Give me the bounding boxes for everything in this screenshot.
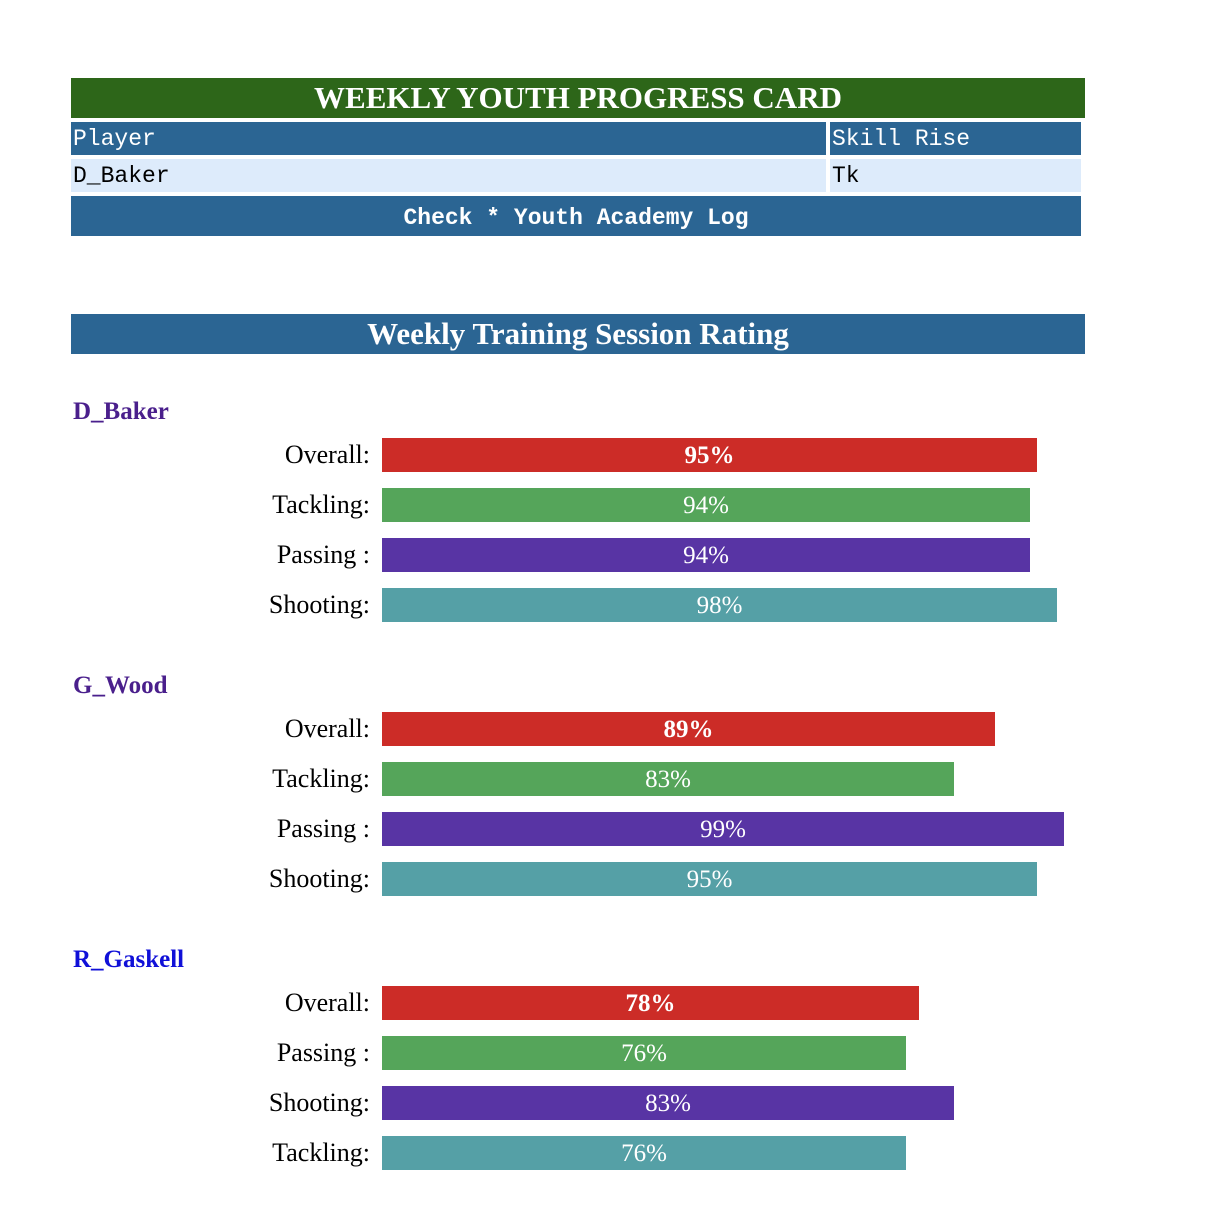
- card-header-row: [71, 122, 1081, 155]
- metric-label: Overall:: [284, 440, 370, 469]
- card-value-row: [71, 159, 1081, 192]
- metric-label: Shooting:: [268, 590, 370, 619]
- value-player: D_Baker: [71, 159, 826, 192]
- bar: [382, 712, 995, 746]
- bar-value-label: 94%: [683, 542, 729, 569]
- metric-label: Shooting:: [268, 1088, 370, 1117]
- bar: [382, 762, 954, 796]
- bar: [382, 588, 1057, 622]
- metric-label: Passing :: [276, 814, 370, 843]
- metric-label: Tackling:: [272, 1138, 370, 1167]
- metric-label: Overall:: [284, 988, 370, 1017]
- bar-value-label: 76%: [621, 1040, 667, 1067]
- progress-card: [71, 78, 1085, 236]
- bar: [382, 1136, 906, 1170]
- header-player: Player: [71, 122, 826, 155]
- bar: [382, 1086, 954, 1120]
- bar-value-label: 89%: [663, 716, 714, 743]
- card-footer: Check * Youth Academy Log: [71, 196, 1081, 236]
- bar: [382, 812, 1064, 846]
- bar: [382, 438, 1037, 472]
- bar-value-label: 94%: [683, 492, 729, 519]
- bar-value-label: 83%: [645, 766, 691, 793]
- bar: [382, 986, 919, 1020]
- rating-section-title: Weekly Training Session Rating: [71, 314, 1085, 354]
- bar-value-label: 95%: [684, 442, 735, 469]
- card-title: WEEKLY YOUTH PROGRESS CARD: [71, 78, 1085, 118]
- player-name-1: G_Wood: [73, 672, 168, 699]
- metric-label: Passing :: [276, 540, 370, 569]
- bar-value-label: 78%: [625, 990, 676, 1017]
- metric-label: Tackling:: [272, 490, 370, 519]
- bar-value-label: 98%: [696, 592, 743, 619]
- player-name-0: D_Baker: [73, 398, 169, 425]
- metric-label: Tackling:: [272, 764, 370, 793]
- bar-value-label: 99%: [700, 816, 746, 843]
- bar-value-label: 76%: [621, 1140, 667, 1167]
- value-skill-rise: Tk: [830, 159, 1081, 192]
- player-name-2: R_Gaskell: [73, 946, 185, 973]
- bar: [382, 488, 1030, 522]
- header-skill-rise: Skill Rise: [830, 122, 1081, 155]
- metric-label: Shooting:: [268, 864, 370, 893]
- bar-value-label: 95%: [686, 866, 733, 893]
- bar: [382, 538, 1030, 572]
- metric-label: Passing :: [276, 1038, 370, 1067]
- bar: [382, 1036, 906, 1070]
- bar: [382, 862, 1037, 896]
- bar-value-label: 83%: [645, 1090, 691, 1117]
- metric-label: Overall:: [284, 714, 370, 743]
